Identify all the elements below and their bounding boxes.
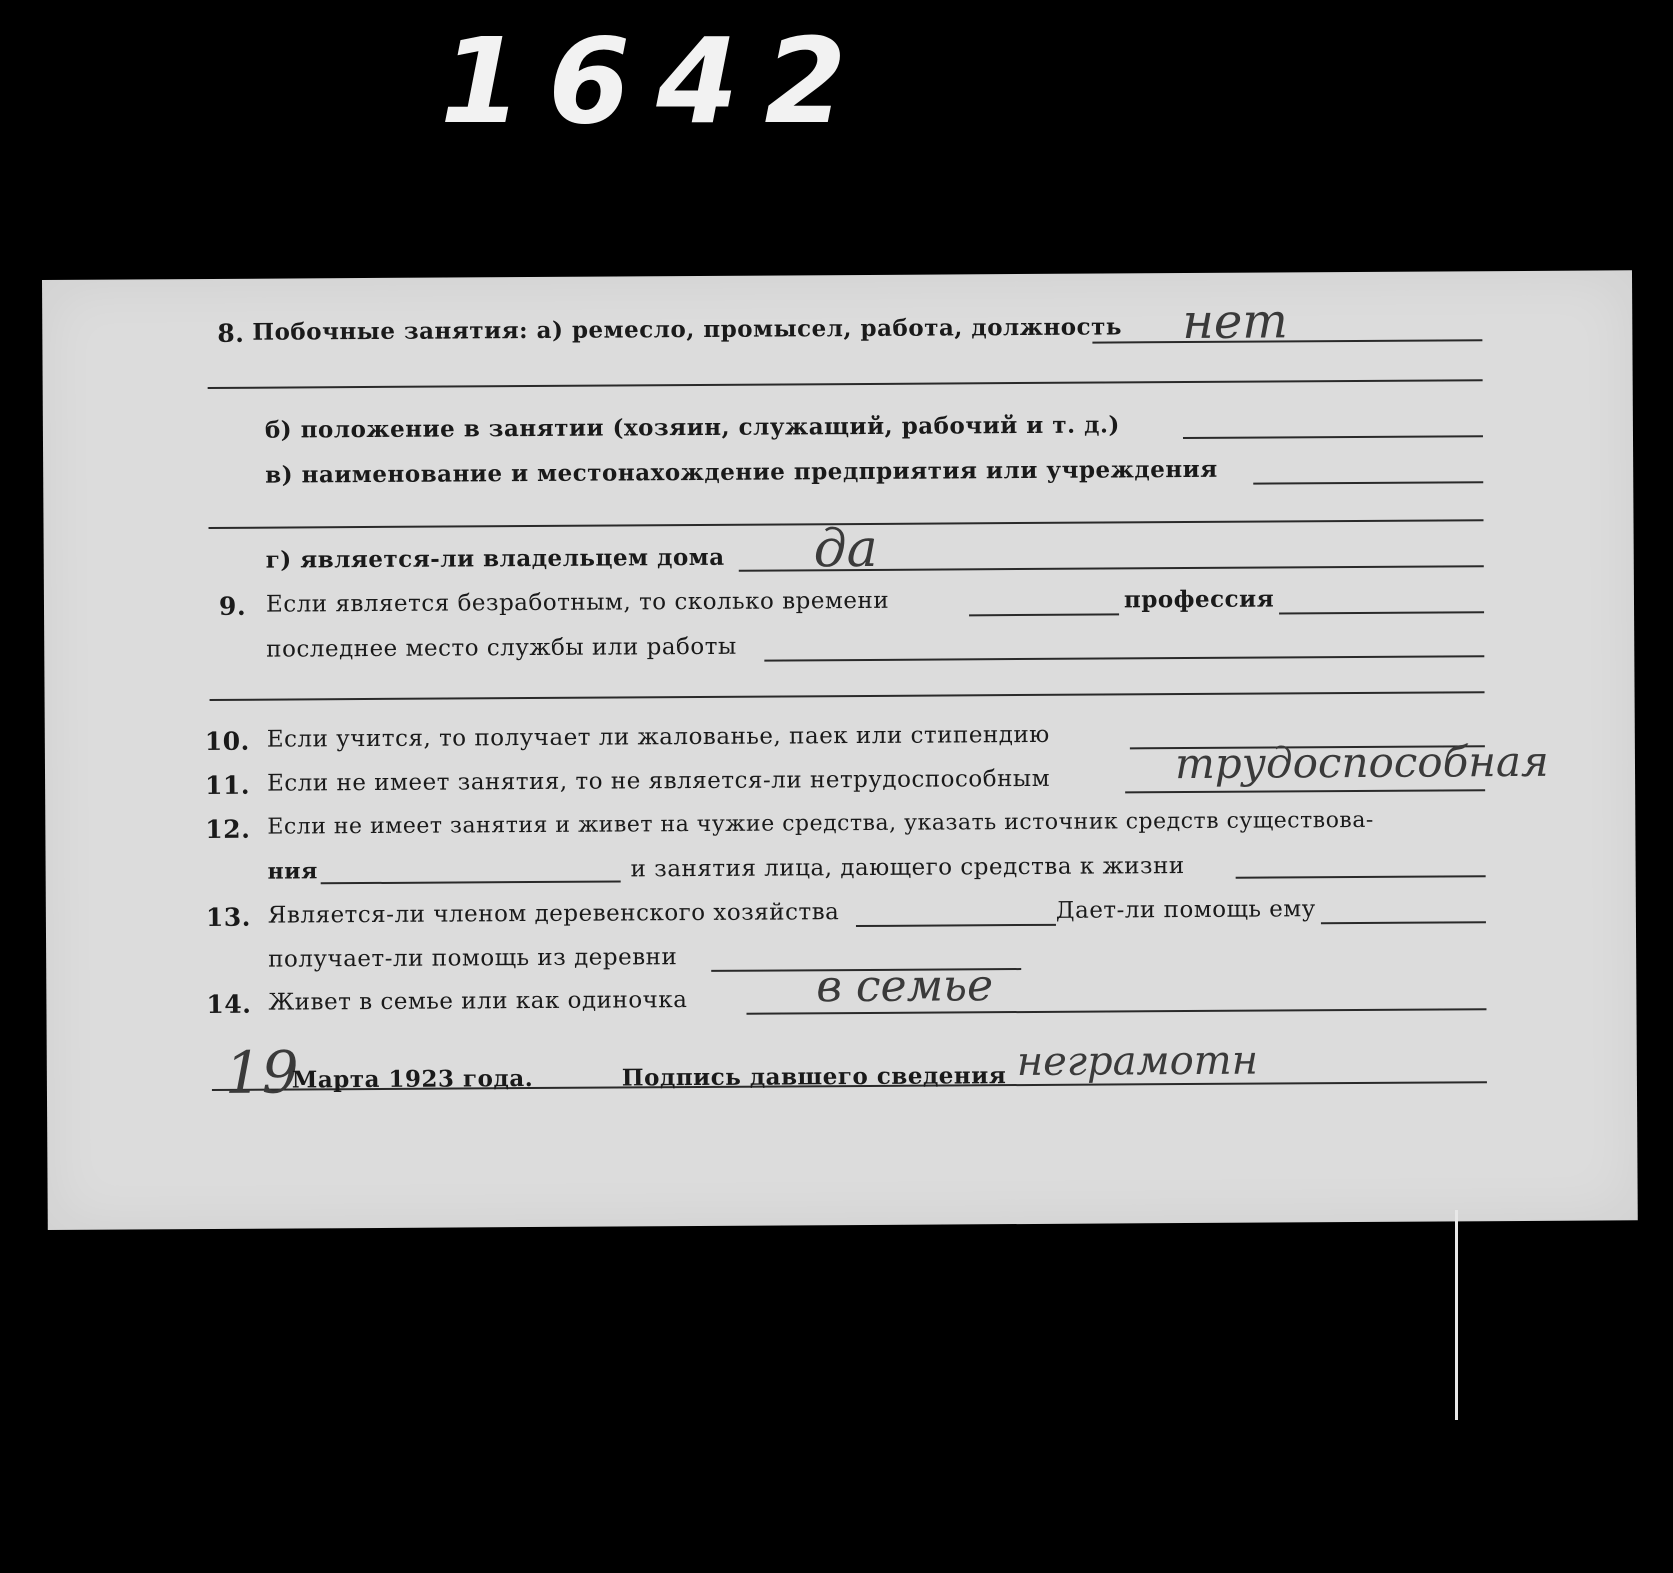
footer-day: 19: [224, 1038, 299, 1107]
q9-profession-line: [1279, 611, 1484, 614]
census-card: [42, 270, 1638, 1230]
q11-number: 11.: [205, 770, 251, 801]
q8b-answer-line: [1183, 435, 1483, 439]
q11-answer-line: [1125, 789, 1485, 793]
q8-answer: нет: [1182, 293, 1288, 351]
q11-label: Если не имеет занятия, то не является-ли нетрудоспособным: [267, 765, 1051, 797]
q13-number: 13.: [205, 902, 251, 933]
q8-number: 8.: [217, 318, 245, 348]
q13-label-c: получает-ли помощь из деревни: [268, 944, 678, 973]
q13-label-b: Дает-ли помощь ему: [1055, 896, 1316, 924]
q8c-label: в) наименование и местонахождение предприятия или учреждения: [265, 455, 1218, 489]
q12-label-c: и занятия лица, дающего средства к жизни: [630, 853, 1185, 883]
film-scratch: [1455, 1210, 1458, 1420]
q9-lastjob-line: [764, 655, 1484, 661]
q14-label: Живет в семье или как одиночка: [268, 987, 688, 1016]
q11-answer: трудоспособная: [1174, 736, 1549, 789]
footer-signature: неграмотн: [1016, 1037, 1259, 1086]
q8c-answer-line: [1253, 481, 1483, 484]
q9-duration-line: [969, 613, 1119, 616]
q8b-label: б) положение в занятии (хозяин, служащий, рабочий и т. д.): [264, 411, 1120, 444]
frame-number: 1642: [440, 12, 873, 150]
q8d-label: г) является-ли владельцем дома: [265, 543, 725, 574]
q12-label-b: ния: [267, 858, 318, 885]
q9-continuation-line: [210, 691, 1485, 701]
q14-number: 14.: [206, 989, 252, 1020]
q13-label-a: Является-ли членом деревенского хозяйства: [267, 899, 840, 929]
footer-date-text: Марта 1923 года.: [291, 1065, 534, 1094]
q12-source-line: [321, 880, 621, 884]
footer-signature-label: Подпись давшего сведения: [621, 1062, 1007, 1092]
q9-label-c: последнее место службы или работы: [266, 633, 737, 663]
q9-label-a: Если является безработным, то сколько времени: [265, 587, 890, 618]
q9-label-b: профессия: [1123, 585, 1275, 614]
q13-help-line: [1321, 921, 1486, 924]
q8-label: Побочные занятия: а) ремесло, промысел, работа, должность: [252, 313, 1123, 346]
q12-provider-line: [1236, 875, 1486, 879]
q8-continuation-line: [208, 379, 1483, 389]
q12-number: 12.: [205, 814, 251, 845]
q10-label: Если учится, то получает ли жалованье, паек или стипендию: [266, 721, 1050, 753]
q14-answer: в семье: [816, 960, 994, 1013]
q12-label-a: Если не имеет занятия и живет на чужие средства, указать источник средств существова-: [267, 807, 1374, 840]
q8d-answer: да: [813, 518, 878, 580]
q9-number: 9.: [218, 591, 247, 621]
q10-number: 10.: [204, 726, 250, 757]
q13-member-line: [856, 924, 1056, 927]
